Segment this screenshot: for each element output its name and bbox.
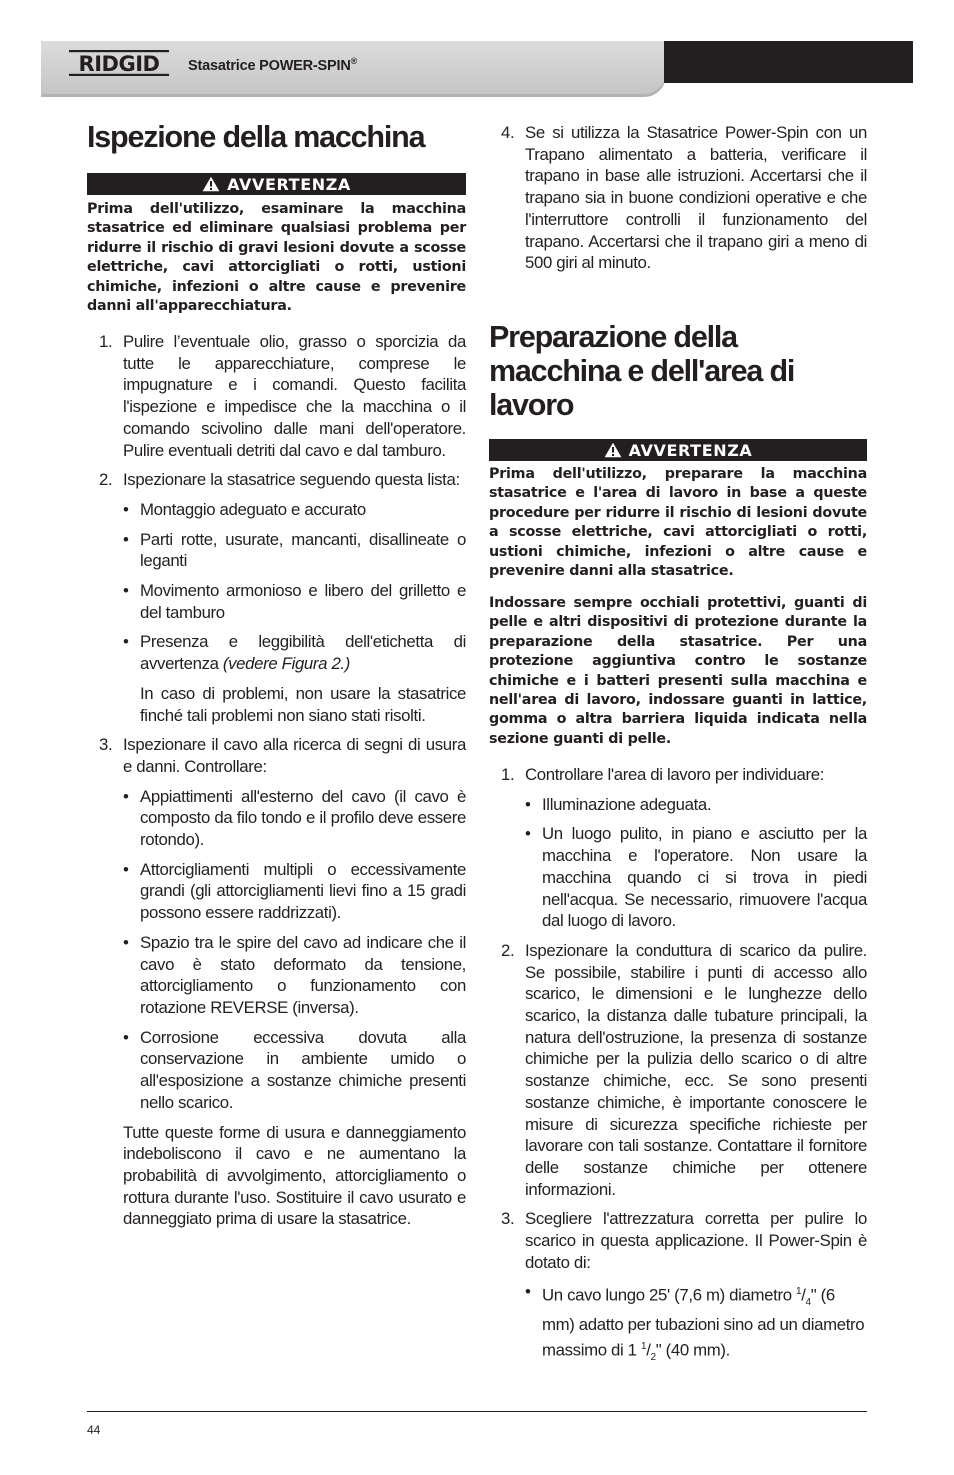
header-black-tab: [664, 41, 913, 83]
bullet-item: • Presenza e leggibilità dell'etichetta di avvertenza (vedere Figura 2.): [123, 632, 466, 674]
list-item-note: Tutte queste forme di usura e danneggiamento indeboliscono il cavo e ne aumentano la probabilità di avvolgimento, attorcigliamento o rottura durante l'uso. Sostituire il cavo usurato e danneggiato prima di usare la stasatrice.: [123, 1122, 466, 1229]
figure-reference: (vedere Figura 2.): [222, 654, 350, 674]
list-item-text: Controllare l'area di lavoro per individuare:: [525, 765, 825, 784]
inspection-list: [87, 331, 466, 1230]
section-heading-preparation: Preparazione della macchina e dell'area di lavoro: [489, 320, 795, 422]
warning-triangle-icon: [604, 442, 622, 458]
list-item-3: [87, 734, 466, 1230]
list-item-3: [489, 1208, 867, 1368]
bullet-icon: •: [123, 581, 129, 601]
warning-text: Prima dell'utilizzo, esaminare la macchina stasatrice ed eliminare qualsiasi problema per ridurre il rischio di gravi lesioni dovute a scosse elettriche, cavi attorcigliati o rotti, ustioni chimiche, infezioni o altre cause e prevenire danni all'apparecchiatura.: [87, 201, 466, 315]
warning-text: Prima dell'utilizzo, preparare la macchina stasatrice e l'area di lavoro in base a queste procedure per ridurre il rischio di lesioni dovute a scosse elettriche, cavi attorcigliati o rotti, ustioni chimiche, infezioni o altre cause e prevenire danni alla stasatrice.: [489, 466, 867, 580]
list-item-text: Pulire l’eventuale olio, grasso o sporcizia da tutte le apparecchiature, comprese le impugnature e i comandi. Questo facilita l'ispezione e impedisce che la macchina o il comando scivolino dalle mani dell'operatore. Pulire eventuali detriti dal cavo e dal tamburo.: [123, 332, 466, 460]
list-number: 4.: [501, 123, 515, 142]
list-number: 2.: [99, 470, 113, 490]
bullet-icon: •: [123, 499, 129, 519]
list-number: 1.: [99, 332, 113, 351]
ridgid-logo: [69, 50, 169, 76]
bullet-item: • Attorcigliamenti multipli o eccessivamente grandi (gli attorcigliamenti lievi fino a 15 gradi possono essere raddrizzati).: [123, 859, 466, 923]
list-item-2: [87, 469, 466, 726]
warning-bar: [87, 173, 466, 195]
list-item-text: Ispezionare la stasatrice seguendo questa lista:: [123, 470, 460, 490]
bullet-item: • Movimento armonioso e libero del grilletto e del tamburo: [123, 581, 466, 622]
warning-label: AVVERTENZA: [227, 174, 351, 194]
bullet-icon: •: [525, 1282, 531, 1302]
list-number: 2.: [501, 940, 515, 960]
warning-label: AVVERTENZA: [628, 440, 753, 460]
bullet-icon: •: [525, 794, 531, 814]
bullet-item: • Montaggio adeguato e accurato: [123, 499, 366, 519]
list-item-2: [489, 940, 867, 1200]
warning-bar: [489, 439, 867, 461]
list-number: 1.: [501, 765, 515, 784]
bullet-item: • Spazio tra le spire del cavo ad indicare che il cavo è stato deformato da tensione, attorcigliamento o funzionamento con rotazione REVERSE (inversa).: [123, 932, 466, 1017]
bullet-icon: •: [123, 632, 129, 652]
list-number: 3.: [99, 735, 113, 755]
footer-rule: [87, 1411, 867, 1412]
list-item-text: Ispezionare il cavo alla ricerca di segni di usura e danni. Controllare:: [123, 735, 466, 776]
bullet-item: • Un luogo pulito, in piano e asciutto per la macchina e l'operatore. Non usare la macchina quando ci si trova in piedi nell'acqua. Se necessario, rimuovere l'acqua dal luogo di lavoro.: [525, 824, 867, 931]
page-number: 44: [87, 1423, 101, 1437]
list-item-text: Scegliere l'attrezzatura corretta per pulire lo scarico in questa applicazione. Il Power-Spin è dotato di:: [525, 1209, 867, 1272]
bullet-item: • Appiattimenti all'esterno del cavo (il cavo è composto da filo tondo e il profilo deve essere rotondo).: [123, 786, 466, 850]
preparation-list: [489, 764, 867, 1368]
bullet-icon: •: [123, 786, 129, 806]
bullet-item: • Parti rotte, usurate, mancanti, disallineate o leganti: [123, 529, 466, 571]
warning-text-ppe: Indossare sempre occhiali protettivi, guanti di pelle e altri dispositivi di protezione durante la preparazione della stasatrice. Per una protezione aggiuntiva contro le sostanze chimiche e i batteri presenti sulla macchina e nell'area di lavoro, indossare guanti in lattice, gomma o altra barriera liquida indicata nella sezione guanti di pelle.: [489, 595, 867, 747]
list-item-1: [87, 331, 466, 461]
brand-wordmark: RIDGID: [78, 52, 160, 76]
bullet-icon: •: [123, 529, 129, 549]
bullet-icon: •: [123, 932, 129, 952]
bullet-item: • Corrosione eccessiva dovuta alla conservazione in ambiente umido o all'esposizione a sostanze chimiche presenti nello scarico.: [123, 1027, 466, 1112]
list-item-4: [489, 122, 867, 274]
list-item-note: In caso di problemi, non usare la stasatrice finché tali problemi non siano stati risolti.: [140, 683, 466, 725]
section-heading-inspection: Ispezione della macchina: [87, 120, 425, 154]
bullet-item: • Illuminazione adeguata.: [525, 794, 712, 814]
list-item-text: Ispezionare la conduttura di scarico da pulire. Se possibile, stabilire i punti di accesso allo scarico, le dimensioni e le lunghezze dello scarico, la distanza dalle tubature principali, la natura dell'ostruzione, la presenza di sostanze chimiche per la pulizia dello scarico o di altre sostanze chimiche, ecc. Se sono presenti sostanze chimiche, è importante conoscere le misure di sicurezza specifiche richieste per lavorare con tali sostanze. Contattare il fornitore delle sostanze chimiche per ottenere informazioni.: [525, 940, 867, 1199]
bullet-icon: •: [123, 1027, 129, 1047]
bullet-icon: •: [123, 859, 129, 879]
header-title: Stasatrice POWER-SPIN®: [188, 56, 358, 74]
bullet-icon: •: [525, 824, 531, 844]
list-number: 3.: [501, 1209, 515, 1229]
bullet-item-cable: • Un cavo lungo 25' (7,6 m) diametro $^1/_4$" (6 mm) adatto per tubazioni sino ad un diametro massimo di 1 $^1/_2$" (40 mm).: [525, 1282, 865, 1363]
list-item-text: Se si utilizza la Stasatrice Power-Spin con un Trapano alimentato a batteria, verificare il trapano in base alle istruzioni. Accertarsi che il trapano sia in buone condizioni operative e che l'interruttore controlli il funzionamento del trapano. Accertarsi che il trapano giri a meno di 500 giri al minuto.: [525, 123, 867, 273]
warning-triangle-icon: [202, 176, 220, 192]
list-item-1: [489, 764, 867, 932]
